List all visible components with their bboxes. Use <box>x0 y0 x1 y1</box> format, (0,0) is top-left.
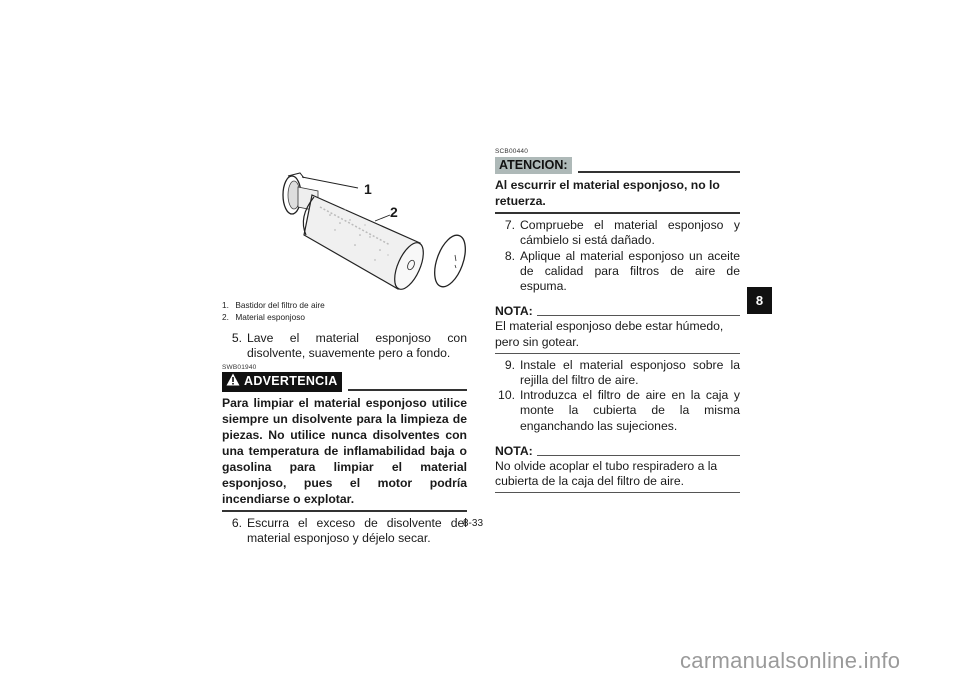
caption-item: 1. Bastidor del filtro de aire <box>222 300 325 310</box>
caution-label-box: ATENCION: <box>495 157 572 174</box>
warning-header-rule <box>348 389 467 391</box>
note-1-header-rule <box>537 315 740 316</box>
step-6: 6. Escurra el exceso de disolvente del material esponjoso y déjelo secar. <box>231 515 467 545</box>
warning-text: Para limpiar el material esponjoso utilice siempre un disolvente para la limpieza de piezas. No utilice nunca disolventes con una temperatura de inflamabilidad baja o gasolina para limpiar el material esponjoso, pues el motor podría incendiarse o explotar. <box>222 395 467 506</box>
left-column <box>222 331 467 546</box>
note-1-end-rule <box>495 353 740 354</box>
page-number: 8-33 <box>463 518 484 529</box>
warning-header <box>222 372 467 391</box>
caution-code: SCB00440 <box>495 148 529 155</box>
callout-1: 1 <box>364 181 372 197</box>
caution-header-rule <box>578 171 740 173</box>
step-8: 8. Aplique al material esponjoso un aceite de calidad para filtros de aire de espuma. <box>504 248 740 294</box>
note-2-end-rule <box>495 492 740 493</box>
step-10: 10. Introduzca el filtro de aire en la caja y monte la cubierta de la misma enganchando las sujeciones. <box>498 388 740 433</box>
watermark: carmanualsonline.info <box>680 648 901 673</box>
caution-text: Al escurrir el material esponjoso, no lo retuerza. <box>495 178 720 209</box>
note-2-header-rule <box>537 455 740 456</box>
right-column <box>495 148 740 493</box>
figure-captions <box>222 300 325 323</box>
warning-code: SWB01940 <box>222 364 257 372</box>
callout-2: 2 <box>390 204 398 220</box>
note-2-text: No olvide acoplar el tubo respiradero a la cubierta de la caja del filtro de aire. <box>495 459 718 489</box>
warning-triangle-icon <box>226 373 240 390</box>
caution-end-rule <box>495 212 740 214</box>
note-1-text: El material esponjoso debe estar húmedo, pero sin gotear. <box>495 319 724 349</box>
note-1-header: NOTA: <box>495 304 740 319</box>
step-9: 9. Instale el material esponjoso sobre la rejilla del filtro de aire. <box>504 357 740 388</box>
warning-label-box: ADVERTENCIA <box>222 372 342 391</box>
step-7: 7. Compruebe el material esponjoso y cámbielo si está dañado. <box>504 218 740 248</box>
steps-7-8 <box>495 218 740 294</box>
warning-end-rule <box>222 510 467 512</box>
caution-header <box>495 157 740 174</box>
steps-9-10 <box>495 358 740 434</box>
step-5: 5. Lave el material esponjoso con disolvente, suavemente pero a fondo. <box>231 331 467 361</box>
chapter-tab: 8 <box>747 287 772 314</box>
note-2-header: NOTA: <box>495 444 740 459</box>
caption-item: 2. Material esponjoso <box>222 311 305 322</box>
